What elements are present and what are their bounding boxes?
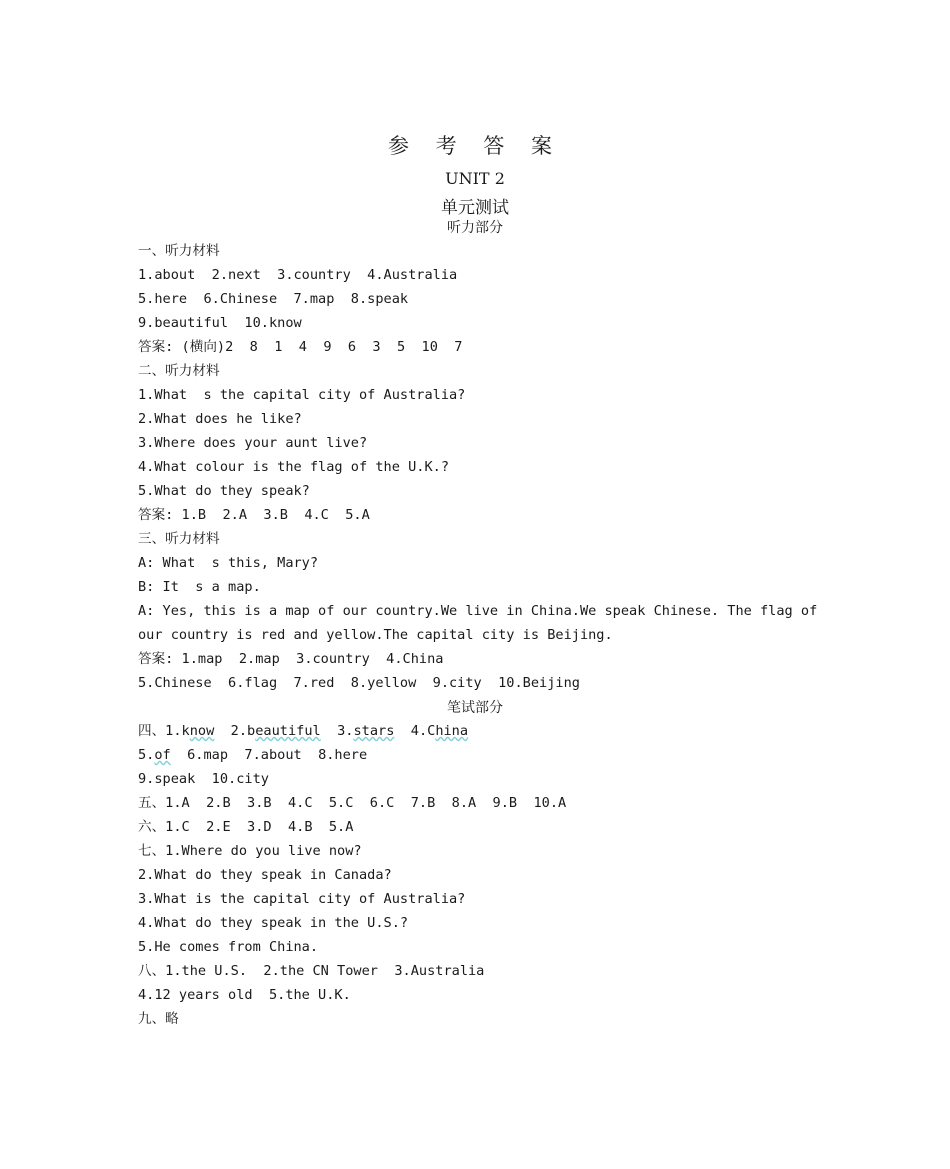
- answer-line: 1.about 2.next 3.country 4.Australia: [138, 267, 458, 283]
- answer-line: 9.beautiful 10.know: [138, 315, 302, 331]
- answer-line: 六、1.C 2.E 3.D 4.B 5.A: [138, 819, 354, 835]
- answer-line: 4.12 years old 5.the U.K.: [138, 987, 351, 1003]
- underlined-text: hina: [435, 723, 469, 739]
- writing-heading: 笔试部分: [447, 700, 503, 716]
- answer-line: 2.What does he like?: [138, 411, 302, 427]
- unit-label: UNIT 2: [445, 169, 505, 188]
- listening-heading: 听力部分: [447, 220, 503, 236]
- q4b-prefix: 5.: [138, 747, 155, 763]
- answer-line: 5.Chinese 6.flag 7.red 8.yellow 9.city 10.Beijing: [138, 675, 580, 691]
- answer-line: 二、听力材料: [138, 363, 220, 379]
- answer-line: 5.here 6.Chinese 7.map 8.speak: [138, 291, 409, 307]
- underlined-text: stars: [353, 723, 395, 739]
- underlined-text: of: [154, 747, 171, 763]
- answer-line: 五、1.A 2.B 3.B 4.C 5.C 6.C 7.B 8.A 9.B 10.A: [138, 795, 567, 811]
- answer-line: 5.He comes from China.: [138, 939, 319, 955]
- q4-mid: 4.C: [394, 723, 436, 739]
- answer-line: 3.What is the capital city of Australia?: [138, 891, 466, 907]
- answer-line: 1.What s the capital city of Australia?: [138, 387, 466, 403]
- answer-line: 9.speak 10.city: [138, 771, 269, 787]
- answer-line: our country is red and yellow.The capital city is Beijing.: [138, 627, 613, 643]
- page-title: 参 考 答 案: [387, 134, 563, 158]
- answer-line: 答案: 1.B 2.A 3.B 4.C 5.A: [138, 507, 370, 523]
- q4b-rest: 6.map 7.about 8.here: [170, 747, 368, 763]
- answer-line: B: It s a map.: [138, 579, 261, 595]
- answer-line: 三、听力材料: [138, 531, 220, 547]
- answer-line: A: Yes, this is a map of our country.We live in China.We speak Chinese. The flag of: [138, 603, 818, 619]
- underlined-text: eautiful: [255, 723, 321, 739]
- answer-line: 2.What do they speak in Canada?: [138, 867, 392, 883]
- answer-line: 答案: (横向)2 8 1 4 9 6 3 5 10 7: [138, 339, 463, 355]
- answer-line: 5.What do they speak?: [138, 483, 310, 499]
- test-title: 单元测试: [441, 198, 509, 218]
- answer-line-q4b: [138, 745, 367, 765]
- answer-line: 七、1.Where do you live now?: [138, 843, 362, 859]
- q4-mid: 2.b: [214, 723, 256, 739]
- underlined-text: now: [189, 723, 215, 739]
- answer-line-q4: [138, 721, 468, 741]
- answer-line: 4.What do they speak in the U.S.?: [138, 915, 409, 931]
- answer-line: 答案: 1.map 2.map 3.country 4.China: [138, 651, 444, 667]
- answer-line: 一、听力材料: [138, 243, 220, 259]
- answer-line: 九、略: [138, 1011, 179, 1027]
- answer-line: 八、1.the U.S. 2.the CN Tower 3.Australia: [138, 963, 485, 979]
- answer-line: 4.What colour is the flag of the U.K.?: [138, 459, 449, 475]
- answer-line: A: What s this, Mary?: [138, 555, 319, 571]
- q4-prefix: 四、1.k: [138, 723, 190, 739]
- q4-mid: 3.: [320, 723, 354, 739]
- answer-line: 3.Where does your aunt live?: [138, 435, 368, 451]
